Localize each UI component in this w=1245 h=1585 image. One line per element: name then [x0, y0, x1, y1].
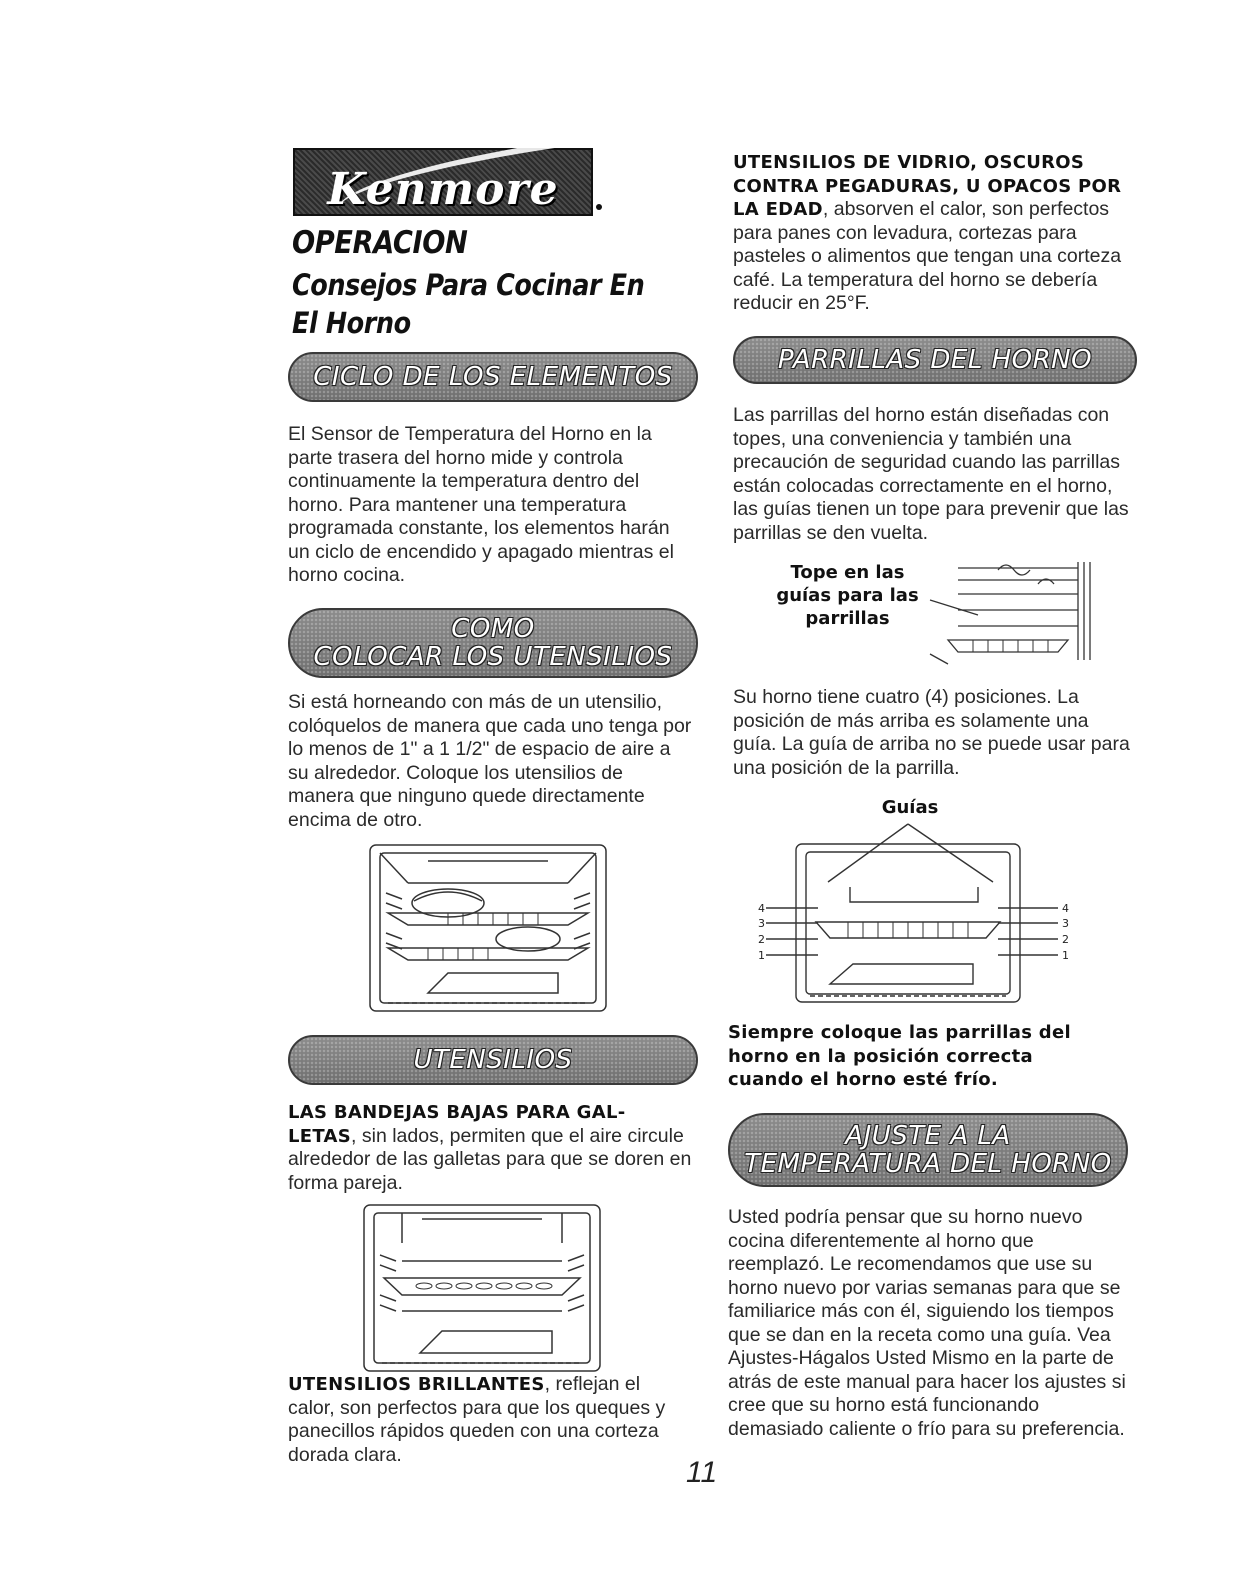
- rack-number-left-4: 4: [758, 902, 765, 915]
- banner-colocar-line1: COMO: [451, 614, 535, 644]
- page-subtitle: Consejos Para Cocinar En El Horno: [292, 268, 645, 340]
- banner-utensilios: [288, 1035, 698, 1085]
- posiciones-text: Su horno tiene cuatro (4) posiciones. La posición de más arriba es solamente una guía. La guía de arriba no se puede usar para una posición de la parrilla.: [733, 686, 1130, 779]
- rack-positions-illustration: [758, 822, 1073, 1007]
- guias-caption: Guías: [881, 797, 939, 818]
- rack-number-left-1: 1: [758, 949, 765, 962]
- brillantes-heading: UTENSILIOS BRILLANTES: [288, 1374, 545, 1395]
- page-title: OPERACION: [292, 225, 468, 261]
- ciclo-text: El Sensor de Temperatura del Horno en la parte trasera del horno mide y controla continuamente la temperatura dentro del horno. Para mantener una temperatura programada constante, los elementos harán un ciclo de encendido y apagado mientras el horno cocina.: [288, 423, 674, 586]
- siempre-note: Siempre coloque las parrillas del horno en la posición correcta cuando el horno esté frío.: [728, 1022, 1071, 1090]
- banner-colocar-line2: COLOCAR LOS UTENSILIOS: [313, 642, 673, 672]
- banner-ajuste-line2: TEMPERATURA DEL HORNO: [744, 1149, 1112, 1179]
- logo-dot: [596, 204, 602, 210]
- logo-wordmark: Kenmore: [327, 164, 559, 215]
- banner-colocar: [288, 608, 698, 678]
- rack-number-right-2: 2: [1062, 933, 1069, 946]
- rack-number-left-3: 3: [758, 917, 765, 930]
- banner-utensilios-label: UTENSILIOS: [413, 1045, 573, 1075]
- banner-parrillas: [733, 336, 1137, 384]
- page-number: 11: [686, 1456, 718, 1489]
- rack-number-right-3: 3: [1062, 917, 1069, 930]
- vidrio-paragraph: [733, 151, 1133, 316]
- parrillas-text: Las parrillas del horno están diseñadas con topes, una conveniencia y también una precaución de seguridad cuando las parrillas están colocadas correctamente en el horno, las guías tienen un tope para prevenir que las parrillas se den vuelta.: [733, 404, 1129, 544]
- tope-caption: Tope en las guías para las parrillas: [776, 562, 919, 629]
- brillantes-paragraph: [288, 1373, 688, 1467]
- rack-number-left-2: 2: [758, 933, 765, 946]
- rack-number-right-1: 1: [1062, 949, 1069, 962]
- kenmore-logo: [293, 148, 593, 216]
- oven-two-pans-illustration: [368, 843, 608, 1013]
- ajuste-text: Usted podría pensar que su horno nuevo cocina diferentemente al horno que reemplazó. Le recomendamos que use su horno nuevo por varias semanas para que se familiarice más con él, siguiendo los tiempos que se dan en la receta como una guía. Vea Ajustes-Hágalos Usted Mismo en la parte de atrás de este manual para hacer los ajustes si cree que su horno está funcionando demasiado caliente o frío para su preferencia.: [728, 1206, 1126, 1440]
- vidrio-heading: UTENSILIOS DE VIDRIO, OSCUROS CONTRA PEGADURAS, U OPACOS POR LA EDAD: [733, 152, 1122, 220]
- bandejas-text: , sin lados, permiten que el aire circule alrededor de las galletas para que se doren en forma pareja.: [288, 1124, 692, 1194]
- bandejas-paragraph: [288, 1101, 693, 1195]
- rack-number-right-4: 4: [1062, 902, 1069, 915]
- rack-stop-illustration: [928, 560, 1098, 670]
- bandejas-heading: LAS BANDEJAS BAJAS PARA GAL- LETAS: [288, 1102, 626, 1147]
- brillantes-text: , reflejan el calor, son perfectos para que los queques y panecillos rápidos queden con una corteza dorada clara.: [288, 1373, 666, 1466]
- vidrio-text: , absorven el calor, son perfectos para panes con levadura, cortezas para pasteles o alimentos que tengan una corteza café. La temperatura del horno se debería reducir en 25°F.: [733, 198, 1122, 314]
- oven-cookie-sheet-illustration: [362, 1203, 602, 1373]
- banner-ciclo-label: CICLO DE LOS ELEMENTOS: [313, 362, 673, 392]
- banner-parrillas-label: PARRILLAS DEL HORNO: [777, 345, 1093, 375]
- banner-ajuste: [728, 1113, 1128, 1187]
- banner-ciclo: [288, 352, 698, 402]
- banner-ajuste-line1: AJUSTE A LA: [845, 1121, 1011, 1151]
- colocar-text: Si está horneando con más de un utensilio, colóquelos de manera que cada uno tenga por lo menos de 1" a 1 1/2" de espacio de aire a su alrededor. Coloque los utensilios de manera que ninguno quede directamente encima de otro.: [288, 691, 692, 831]
